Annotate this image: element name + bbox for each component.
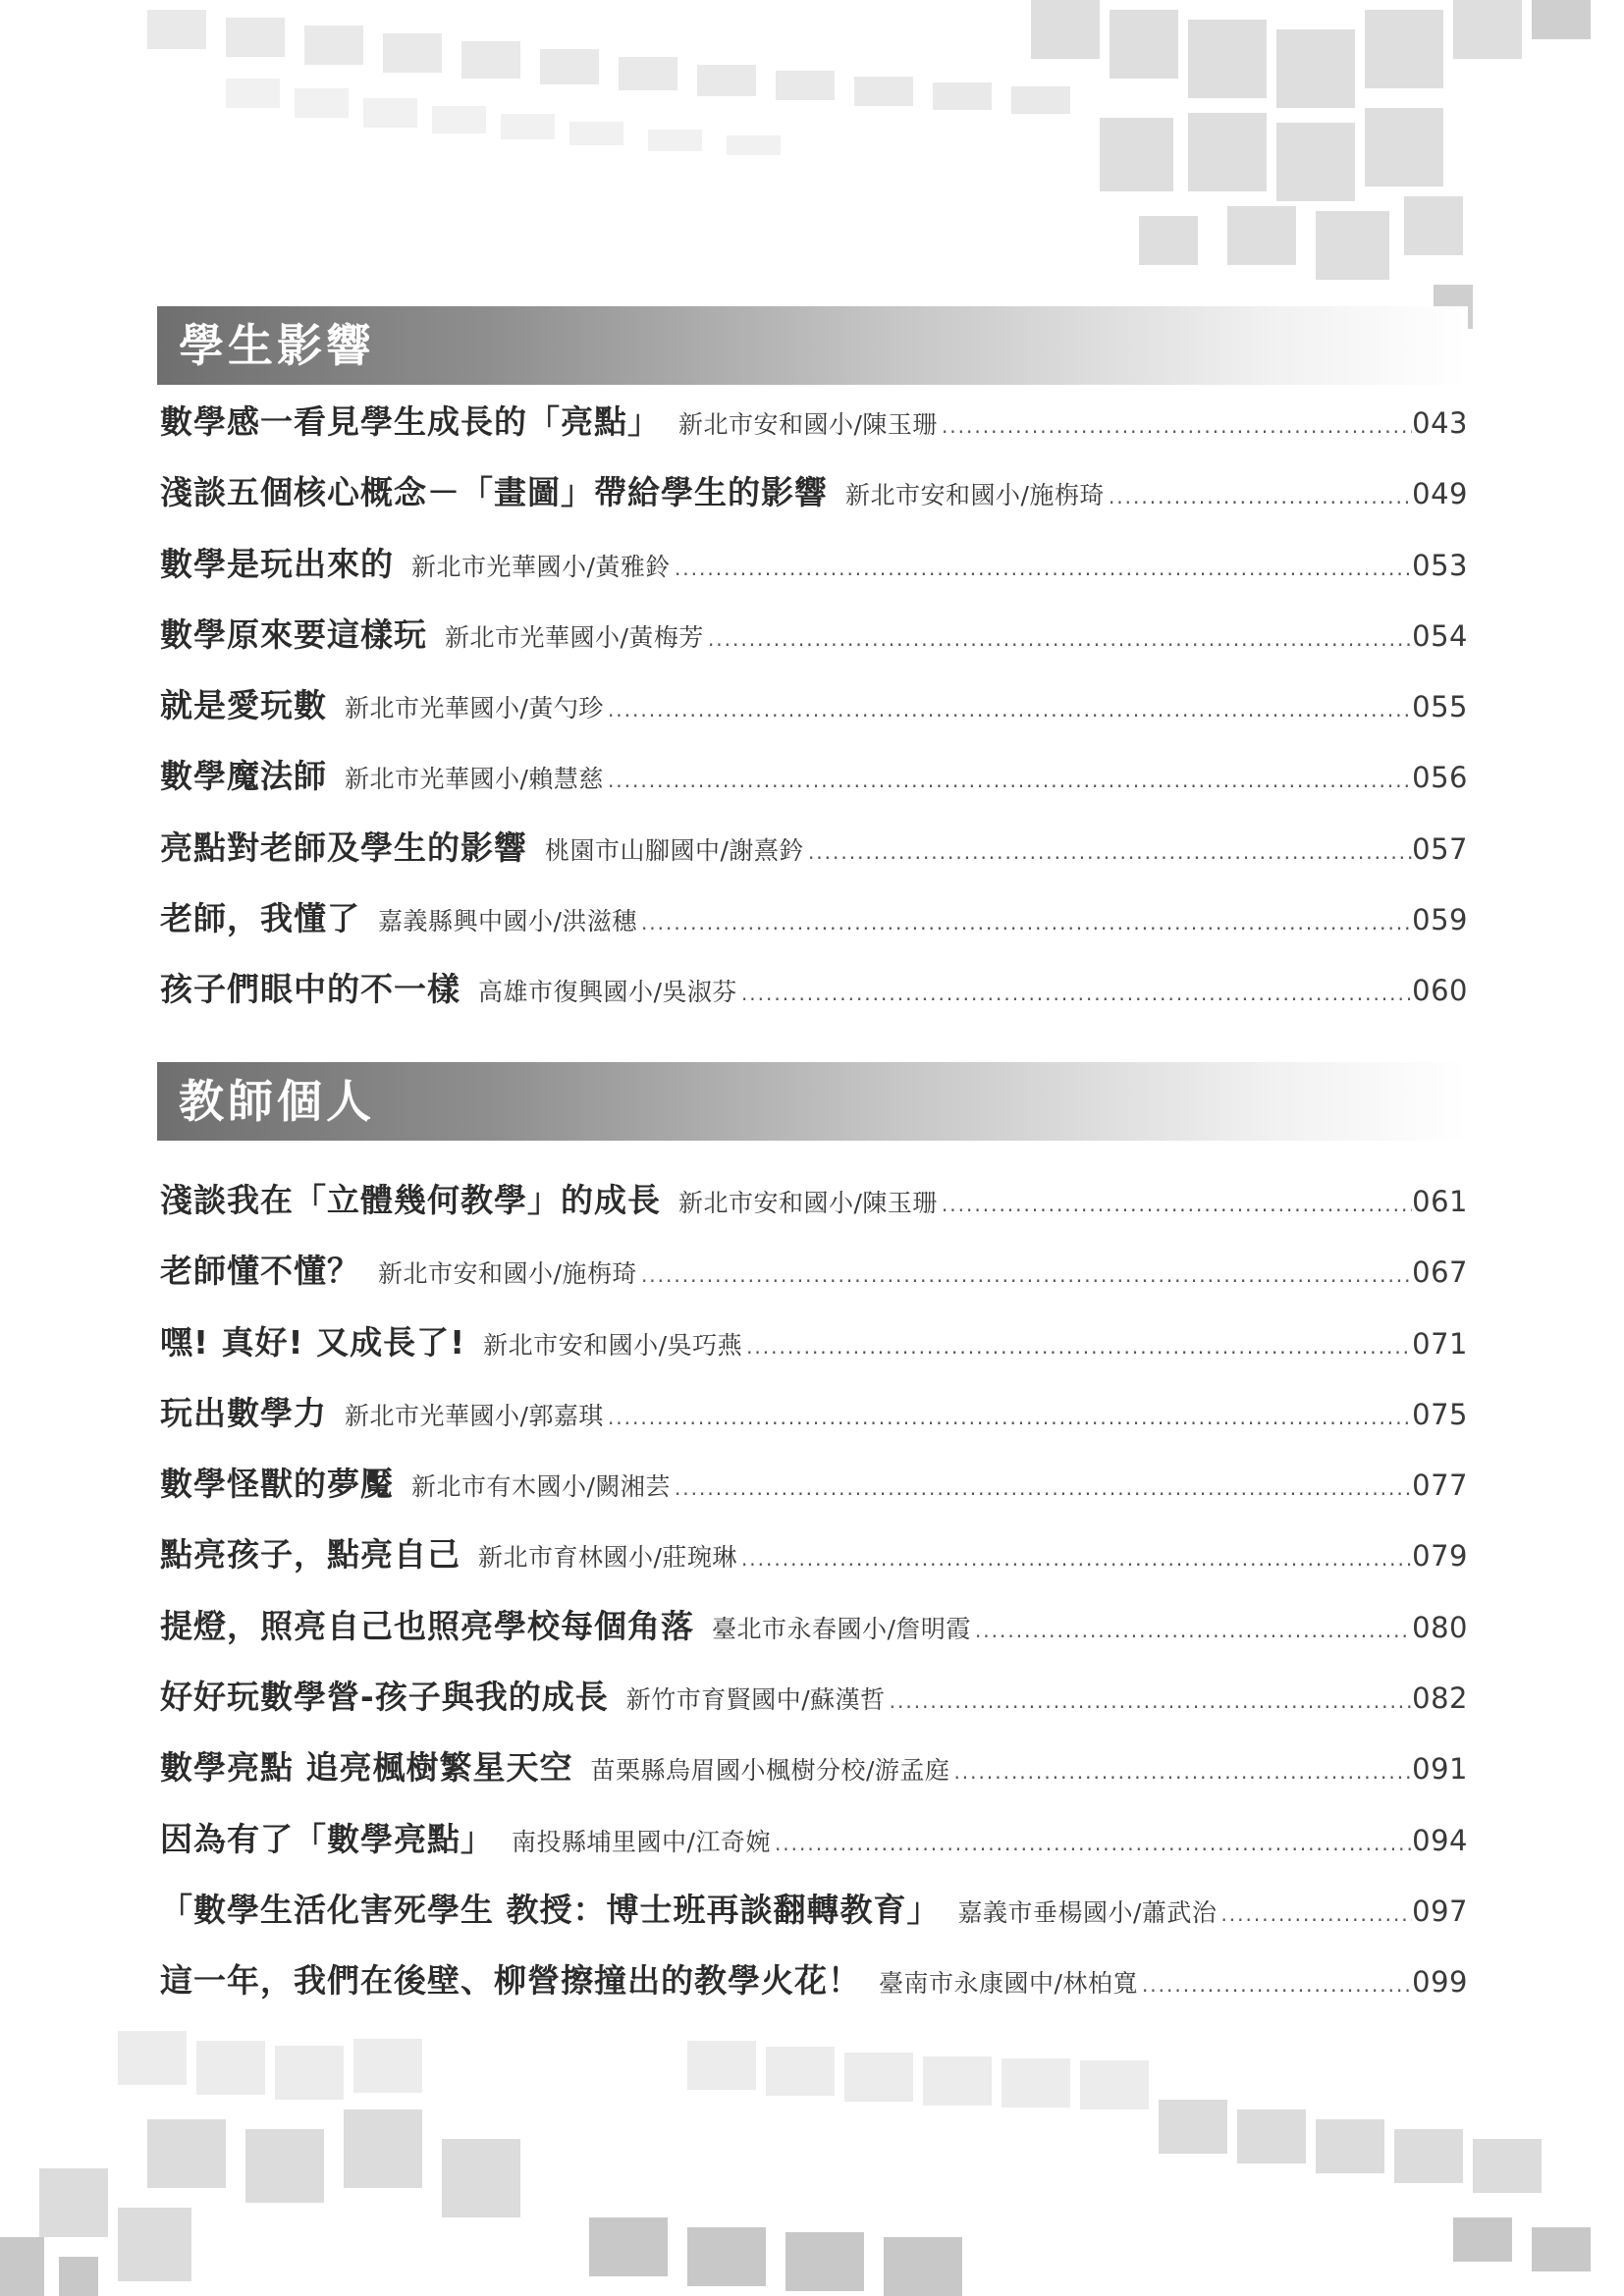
entry-page-number: 067	[1412, 1255, 1468, 1290]
entry-author: 新北市光華國小/賴慧慈	[345, 765, 604, 794]
toc-entry[interactable]	[160, 893, 1468, 964]
entry-page-number: 055	[1412, 690, 1468, 724]
toc-list-student-impact	[160, 397, 1468, 1036]
entry-author: 新北市光華國小/黃梅芳	[445, 622, 704, 652]
entry-author: 南投縣埔里國中/江奇婉	[512, 1827, 771, 1856]
dot-leader	[737, 1547, 1412, 1571]
decorative-tiles-top	[0, 0, 1624, 353]
entry-title: 嘿! 真好! 又成長了!	[160, 1322, 466, 1362]
entry-author: 新北市安和國小/吳巧燕	[483, 1330, 743, 1360]
entry-title: 「數學生活化害死學生 教授：博士班再談翻轉教育」	[160, 1890, 941, 1929]
dot-leader	[1138, 1973, 1412, 1997]
entry-page-number: 053	[1412, 548, 1468, 582]
entry-page-number: 075	[1412, 1397, 1468, 1431]
entry-title: 孩子們眼中的不一樣	[160, 970, 460, 1009]
entry-page-number: 059	[1412, 903, 1468, 937]
toc-entry[interactable]	[160, 680, 1468, 751]
dot-leader	[771, 1832, 1412, 1855]
toc-entry[interactable]	[160, 1672, 1468, 1742]
entry-author: 新北市安和國小/陳玉珊	[678, 410, 938, 439]
dot-leader	[971, 1619, 1412, 1642]
entry-author: 新北市有木國小/闕湘芸	[411, 1472, 671, 1502]
dot-leader	[737, 982, 1412, 1005]
entry-page-number: 080	[1412, 1610, 1468, 1644]
entry-page-number: 061	[1412, 1185, 1468, 1218]
entry-author: 苗栗縣烏眉國小楓樹分校/游孟庭	[590, 1756, 950, 1786]
toc-entry[interactable]	[160, 1175, 1468, 1246]
dot-leader	[742, 1335, 1412, 1359]
entry-title: 點亮孩子，點亮自己	[160, 1535, 460, 1575]
toc-entry[interactable]	[160, 751, 1468, 822]
dot-leader	[938, 1193, 1412, 1216]
entry-page-number: 094	[1412, 1823, 1468, 1857]
entry-title: 亮點對老師及學生的影響	[160, 828, 527, 867]
toc-entry[interactable]	[160, 1388, 1468, 1459]
entry-author: 高雄市復興國小/吳淑芬	[478, 978, 737, 1007]
entry-title: 淺談我在「立體幾何教學」的成長	[160, 1181, 661, 1219]
toc-entry[interactable]	[160, 1459, 1468, 1529]
toc-entry[interactable]	[160, 1529, 1468, 1600]
entry-author: 新北市光華國小/黃勺珍	[345, 694, 604, 723]
entry-title: 淺談五個核心概念－「畫圖」帶給學生的影響	[160, 473, 828, 512]
toc-entry[interactable]	[160, 964, 1468, 1035]
dot-leader	[1217, 1902, 1412, 1926]
toc-entry[interactable]	[160, 1246, 1468, 1316]
entry-title: 數學怪獸的夢魘	[160, 1465, 394, 1504]
entry-title: 數學亮點 追亮楓樹繁星天空	[160, 1748, 573, 1788]
entry-author: 臺北市永春國小/詹明霞	[712, 1614, 971, 1643]
entry-page-number: 060	[1412, 974, 1468, 1008]
entry-page-number: 099	[1412, 1965, 1468, 2000]
toc-entry[interactable]	[160, 1317, 1468, 1388]
entry-page-number: 082	[1412, 1682, 1468, 1716]
dot-leader	[671, 557, 1412, 580]
dot-leader	[671, 1476, 1412, 1500]
section-heading: 學生影響	[179, 319, 375, 372]
entry-author: 新北市安和國小/施栴琦	[378, 1259, 637, 1289]
entry-page-number: 097	[1412, 1894, 1468, 1928]
entry-page-number: 054	[1412, 618, 1468, 653]
dot-leader	[886, 1689, 1413, 1713]
dot-leader	[637, 1263, 1412, 1287]
dot-leader	[704, 627, 1412, 651]
entry-author: 新竹市育賢國中/蘇漢哲	[625, 1685, 886, 1715]
dot-leader	[637, 911, 1412, 934]
toc-entry[interactable]	[160, 610, 1468, 680]
entry-title: 就是愛玩數	[160, 686, 327, 725]
entry-title: 數學魔法師	[160, 757, 327, 796]
entry-author: 桃園市山腳國中/謝熹鈐	[545, 835, 804, 865]
dot-leader	[1105, 485, 1412, 508]
dot-leader	[604, 698, 1412, 721]
entry-title: 玩出數學力	[160, 1393, 327, 1432]
entry-title: 好好玩數學營-孩子與我的成長	[160, 1678, 609, 1717]
toc-list-teacher-personal	[160, 1175, 1468, 2027]
section-banner-teacher-personal	[157, 1062, 1468, 1141]
entry-title: 數學原來要這樣玩	[160, 614, 427, 654]
entry-title: 因為有了「數學亮點」	[160, 1819, 494, 1858]
entry-title: 這一年，我們在後壁、柳營擦撞出的教學火花！	[160, 1961, 861, 2001]
entry-author: 新北市育林國小/莊琬琳	[478, 1543, 737, 1573]
entry-title: 老師，我懂了	[160, 899, 360, 938]
toc-entry[interactable]	[160, 823, 1468, 893]
entry-author: 新北市光華國小/郭嘉琪	[345, 1401, 604, 1430]
entry-author: 新北市安和國小/施栴琦	[845, 481, 1105, 510]
entry-page-number: 079	[1412, 1539, 1468, 1574]
entry-title: 提燈，照亮自己也照亮學校每個角落	[160, 1606, 694, 1645]
entry-page-number: 057	[1412, 831, 1468, 866]
entry-title: 老師懂不懂？	[160, 1252, 360, 1291]
entry-author: 嘉義縣興中國小/洪滋穗	[378, 907, 637, 936]
decorative-tiles-bottom	[0, 2021, 1624, 2296]
entry-author: 新北市光華國小/黃雅鈴	[411, 552, 671, 581]
dot-leader	[949, 1760, 1412, 1784]
entry-page-number: 077	[1412, 1468, 1468, 1503]
entry-author: 臺南市永康國中/林柏寬	[879, 1969, 1138, 1999]
entry-author: 新北市安和國小/陳玉珊	[678, 1189, 938, 1217]
entry-page-number: 043	[1412, 406, 1468, 440]
dot-leader	[604, 1406, 1412, 1429]
toc-entry[interactable]	[160, 539, 1468, 610]
toc-entry[interactable]	[160, 1955, 1468, 2026]
entry-title: 數學是玩出來的	[160, 544, 394, 583]
dot-leader	[938, 414, 1412, 438]
section-banner-student-impact	[157, 306, 1468, 385]
toc-entry[interactable]	[160, 1885, 1468, 1955]
entry-page-number: 071	[1412, 1326, 1468, 1361]
toc-entry[interactable]	[160, 467, 1468, 538]
toc-entry[interactable]	[160, 1814, 1468, 1885]
dot-leader	[804, 840, 1412, 864]
entry-page-number: 091	[1412, 1752, 1468, 1787]
toc-entry[interactable]	[160, 1601, 1468, 1672]
section-heading: 教師個人	[179, 1075, 375, 1128]
entry-page-number: 056	[1412, 761, 1468, 795]
entry-author: 嘉義市垂楊國小/蕭武治	[957, 1897, 1218, 1927]
toc-entry[interactable]	[160, 1742, 1468, 1813]
entry-page-number: 049	[1412, 477, 1468, 511]
entry-title: 數學感一看見學生成長的「亮點」	[160, 402, 661, 441]
dot-leader	[604, 769, 1412, 792]
toc-entry[interactable]	[160, 397, 1468, 467]
